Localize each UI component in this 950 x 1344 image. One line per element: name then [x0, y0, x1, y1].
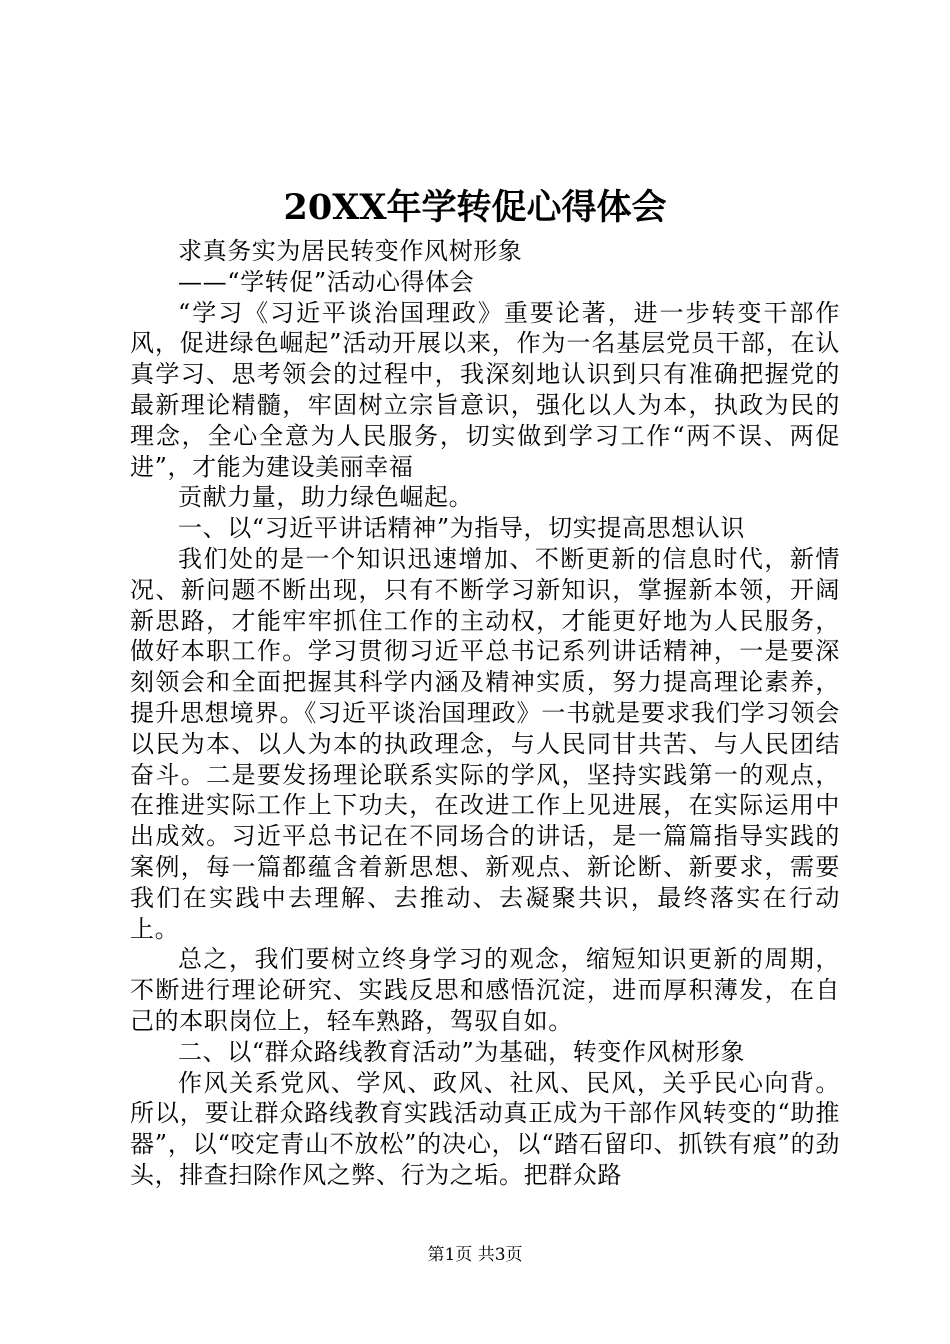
section-heading-2: 二、以“群众路线教育活动”为基础，转变作风树形象	[178, 1037, 745, 1066]
paragraph-subtitle: 求真务实为居民转变作风树形象	[178, 237, 523, 265]
page-footer: 第1页 共3页	[427, 1245, 523, 1265]
section-heading-1: 一、以“习近平讲话精神”为指导，切实提高思想认识	[178, 514, 745, 543]
paragraph: 我们处的是一个知识迅速增加、不断更新的信息时代，新情况、新问题不断出现，只有不断学习新知识，掌握新本领，开阔新思路，才能牢牢抓住工作的主动权，才能更好地为人民服务，做好本职工作。学习贯彻习近平总书记系列讲话精神，一是要深刻领会和全面把握其科学内涵及精神实质，努力提高理论素养，提升思想境界。《习近平谈治国理政》一书就是要求我们学习领会以民为本、以人为本的执政理念，与人民同甘共苦、与人民团结奋斗。二是要发扬理论联系实际的学风，坚持实践第一的观点，在推进实际工作上下功夫，在改进工作上见进展，在实际运用中出成效。习近平总书记在不同场合的讲话，是一篇篇指导实践的案例，每一篇都蕴含着新思想、新观点、新论断、新要求，需要我们在实践中去理解、去推动、去凝聚共识，最终落实在行动上。	[130, 544, 840, 943]
paragraph: 贡献力量，助力绿色崛起。	[178, 483, 474, 512]
paragraph: “学习《习近平谈治国理政》重要论著，进一步转变干部作风，促进绿色崛起”活动开展以来，作为一名基层党员干部，在认真学习、思考领会的过程中，我深刻地认识到只有准确把握党的最新理论精髓，牢固树立宗旨意识，强化以人为本，执政为民的理念，全心全意为人民服务，切实做到学习工作“两不误、两促进”，才能为建设美丽幸福	[130, 298, 840, 481]
document-body	[130, 236, 840, 1191]
paragraph: 作风关系党风、学风、政风、社风、民风，关乎民心向背。所以，要让群众路线教育实践活动真正成为干部作风转变的“助推器”，以“咬定青山不放松”的决心，以“踏石留印、抓铁有痕”的劲头，排查扫除作风之弊、行为之垢。把群众路	[130, 1068, 840, 1189]
paragraph-subtitle-2: ——“学转促”活动心得体会	[178, 267, 475, 296]
document-title: 20XX年学转促心得体会	[283, 187, 667, 228]
paragraph: 总之，我们要树立终身学习的观念，缩短知识更新的周期，不断进行理论研究、实践反思和感悟沉淀，进而厚积薄发，在自己的本职岗位上，轻车熟路，驾驭自如。	[130, 945, 840, 1035]
